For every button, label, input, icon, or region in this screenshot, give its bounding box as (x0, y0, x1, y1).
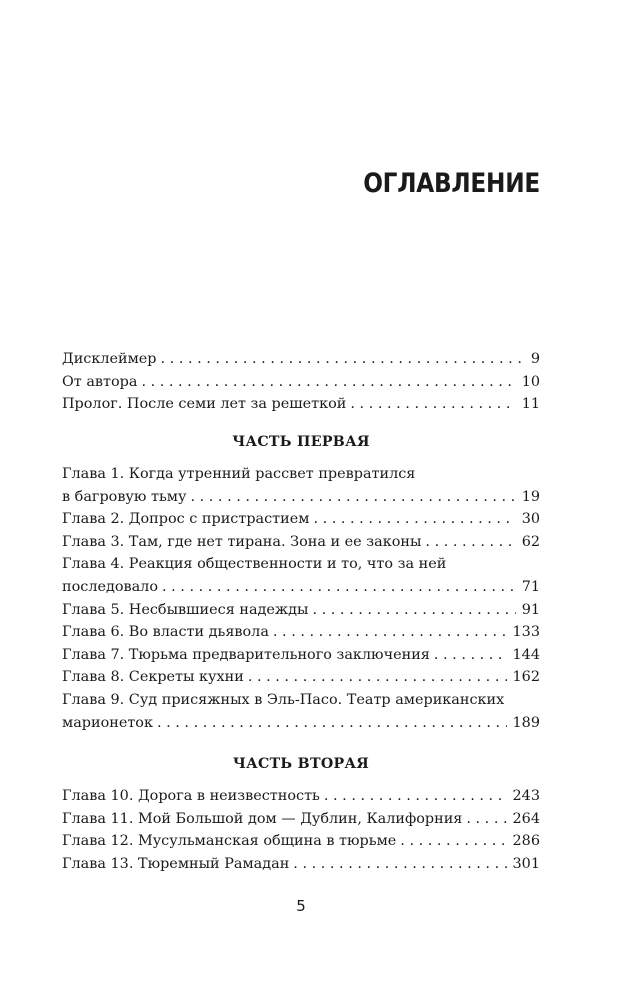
toc-entry[interactable] (62, 785, 540, 808)
toc-entry[interactable] (62, 348, 540, 371)
toc-entry-title: Глава 8. Секреты кухни (62, 669, 244, 686)
toc-entry-title: Глава 6. Во власти дьявола (62, 624, 269, 641)
toc-entry-title: Глава 12. Мусульманская община в тюрьме (62, 833, 397, 850)
toc-entry-title-line-2: последовало (62, 578, 158, 595)
toc-entry-title: Глава 13. Тюремный Рамадан (62, 855, 290, 872)
toc-entry[interactable] (62, 830, 540, 853)
toc-entry-page: 30 (521, 511, 540, 528)
toc-entry-page: 189 (512, 714, 540, 731)
toc-entry-page: 62 (521, 533, 540, 550)
toc-entry[interactable] (62, 531, 540, 554)
toc-entry[interactable] (62, 621, 540, 644)
part-one-heading: ЧАСТЬ ПЕРВАЯ (232, 434, 370, 450)
dot-leader (312, 599, 515, 622)
page-number: 5 (296, 897, 306, 915)
toc-entry-title-line-1: Глава 1. Когда утренний рассвет превратился (62, 466, 416, 482)
dot-leader (466, 808, 506, 831)
dot-leader (434, 644, 507, 667)
dot-leader (157, 712, 507, 735)
dot-leader (324, 785, 507, 808)
toc-entry-page: 11 (521, 396, 540, 413)
toc-entry-page: 144 (512, 646, 540, 663)
toc-entry-title-line-1: Глава 4. Реакция общественности и то, что за ней (62, 556, 447, 573)
toc-entry-title: Глава 5. Несбывшиеся надежды (62, 601, 309, 618)
toc-entry-page: 133 (512, 624, 540, 641)
toc-entry-page: 71 (521, 578, 540, 595)
page-title: ОГЛАВЛЕНИЕ (363, 168, 540, 199)
toc-entry[interactable] (62, 808, 540, 831)
toc-entry-title: Глава 7. Тюрьма предварительного заключения (62, 646, 430, 663)
toc-entry-title-line-2: марионеток (62, 714, 153, 731)
toc-front-matter (62, 348, 540, 416)
toc-entry-page: 9 (530, 351, 540, 367)
toc-entry-title: От автора (62, 373, 138, 390)
dot-leader (350, 393, 515, 416)
toc-entry-page: 91 (521, 601, 540, 618)
toc-entry[interactable] (62, 599, 540, 622)
toc-entry-title: Глава 2. Допрос с пристрастием (62, 511, 310, 528)
dot-leader (248, 666, 507, 689)
dot-leader (313, 508, 515, 531)
toc-entry-page: 301 (512, 855, 540, 872)
dot-leader (425, 531, 515, 554)
toc-entry[interactable] (62, 644, 540, 667)
toc-part-one (62, 463, 540, 734)
toc-entry-page: 10 (521, 373, 540, 390)
dot-leader (141, 371, 515, 394)
toc-entry[interactable] (62, 689, 540, 734)
dot-leader (161, 348, 525, 371)
dot-leader (293, 853, 506, 876)
toc-entry-title-line-2: в багровую тьму (62, 488, 187, 505)
toc-entry-title: Дисклеймер (62, 351, 157, 367)
toc-entry-title: Глава 3. Там, где нет тирана. Зона и ее законы (62, 533, 422, 550)
toc-entry[interactable] (62, 393, 540, 416)
toc-part-two (62, 785, 540, 875)
toc-entry-title: Глава 10. Дорога в неизвестность (62, 788, 320, 804)
toc-entry-page: 19 (521, 488, 540, 505)
toc-entry[interactable] (62, 666, 540, 689)
toc-entry[interactable] (62, 508, 540, 531)
dot-leader (400, 830, 506, 853)
dot-leader (273, 621, 507, 644)
toc-entry-page: 286 (512, 833, 540, 850)
toc-entry[interactable] (62, 463, 540, 508)
toc-entry[interactable] (62, 553, 540, 598)
toc-entry[interactable] (62, 853, 540, 876)
toc-entry-page: 264 (512, 810, 540, 827)
toc-entry-page: 162 (512, 669, 540, 686)
toc-entry-title-line-1: Глава 9. Суд присяжных в Эль-Пасо. Театр американских (62, 691, 505, 708)
toc-entry-page: 243 (512, 788, 540, 804)
toc-entry[interactable] (62, 371, 540, 394)
toc-entry-title: Пролог. После семи лет за решеткой (62, 396, 347, 413)
dot-leader (190, 486, 515, 509)
toc-entry-title: Глава 11. Мой Большой дом — Дублин, Калифорния (62, 810, 463, 827)
part-two-heading: ЧАСТЬ ВТОРАЯ (232, 756, 370, 772)
dot-leader (162, 576, 516, 599)
